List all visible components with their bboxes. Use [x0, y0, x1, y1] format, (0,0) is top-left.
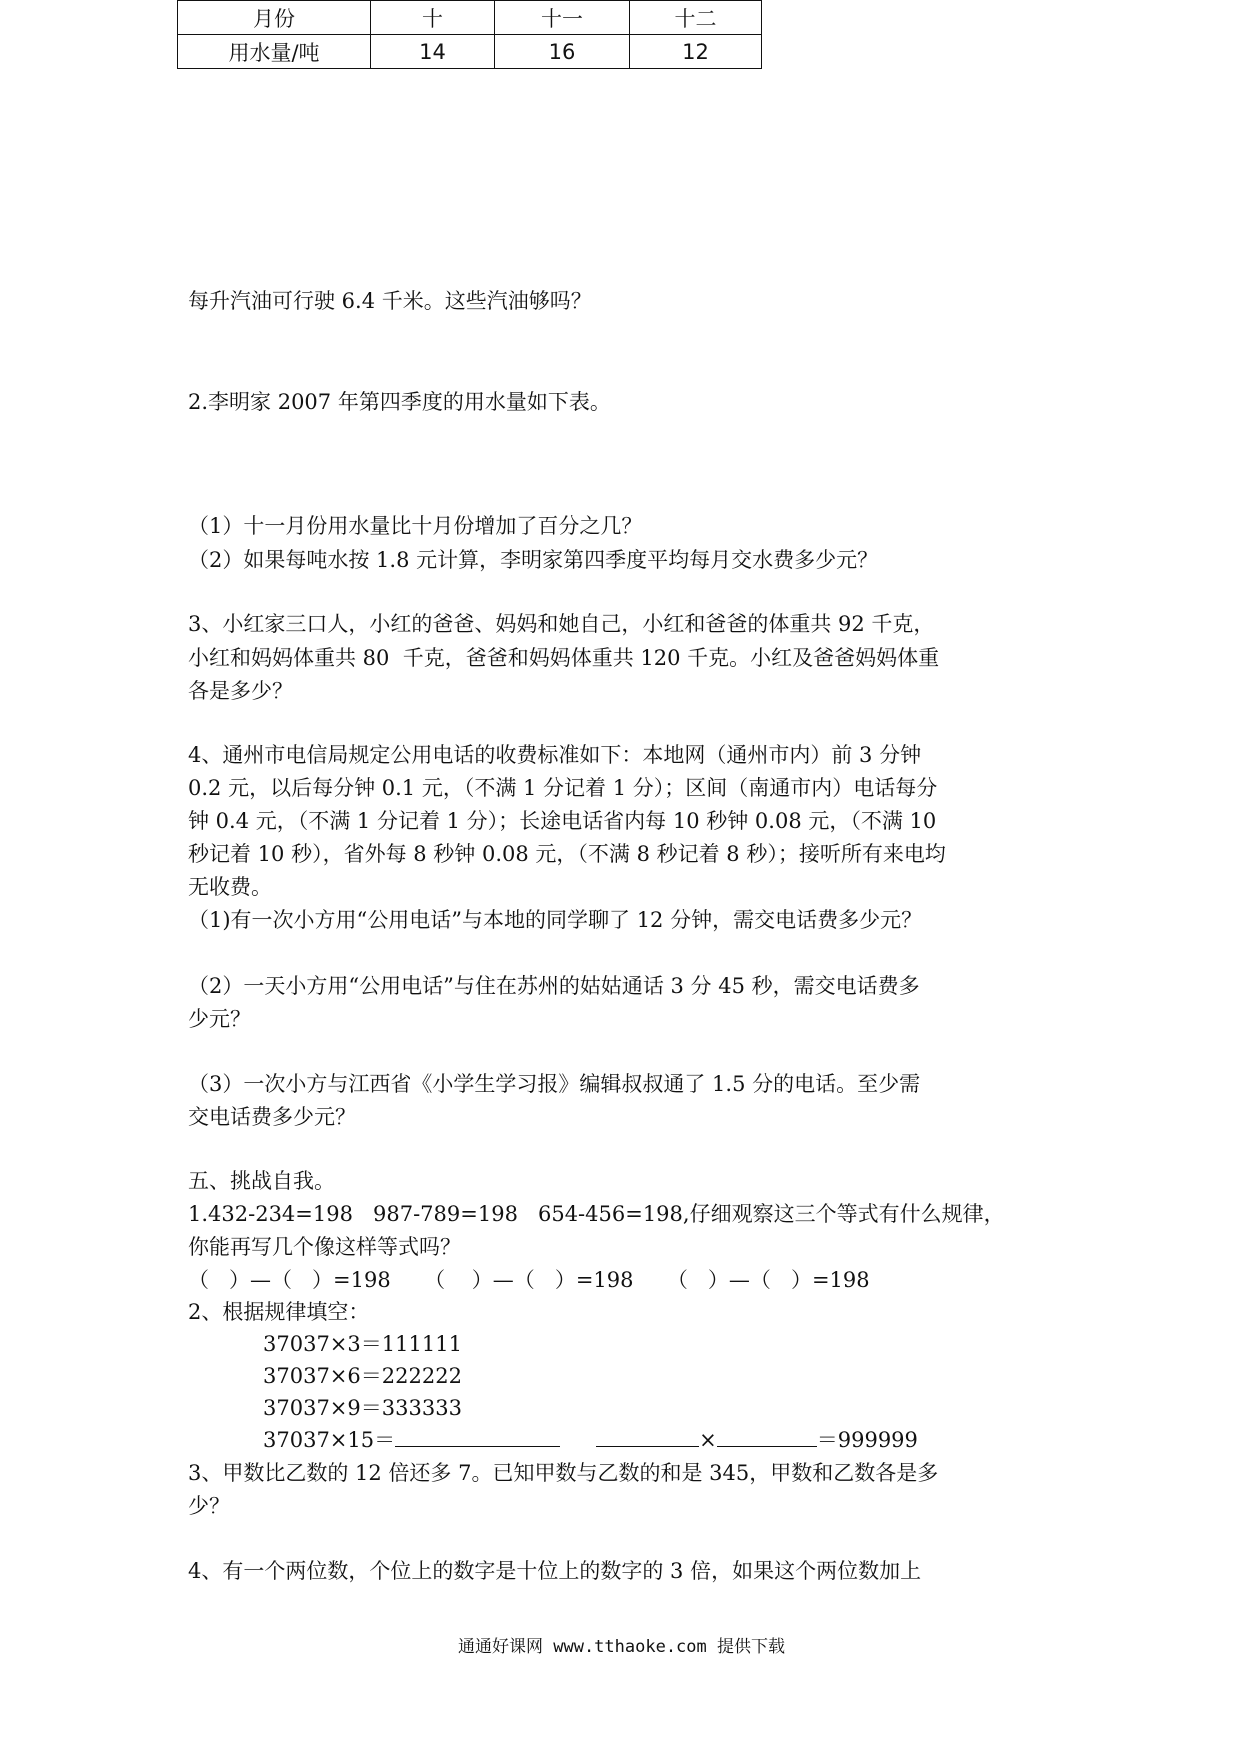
s5-q3-line-1: 3、甲数比乙数的 12 倍还多 7。已知甲数与乙数的和是 345，甲数和乙数各是多 [188, 1461, 939, 1485]
water-usage-table [177, 0, 762, 69]
s5-q2-title: 2、根据规律填空： [188, 1300, 370, 1324]
q4-part-1: （1)有一次小方用“公用电话”与本地的同学聊了 12 分钟，需交电话费多少元？ [188, 908, 923, 932]
table-cell: 14 [371, 35, 495, 69]
answer-blank-1[interactable] [395, 1424, 560, 1447]
q4-line-2: 0.2 元，以后每分钟 0.1 元，（不满 1 分记着 1 分）；区间（南通市内）电话每分 [188, 776, 938, 800]
s5-q1-line-2: 你能再写几个像这样等式吗？ [188, 1235, 461, 1259]
table-cell: 十 [371, 1, 495, 35]
table-row [178, 35, 762, 69]
q4-line-4: 秒记着 10 秒），省外每 8 秒钟 0.08 元，（不满 8 秒记着 8 秒）；接听所有来电均 [188, 842, 946, 866]
s5-q1-line-1: 1.432-234=198 987-789=198 654-456=198,仔细观察这三个等式有什么规律， [188, 1202, 1005, 1226]
table-header-row [178, 1, 762, 35]
answer-blank-2[interactable] [596, 1424, 699, 1447]
table-cell: 十一 [495, 1, 630, 35]
equation-1: 37037×3＝111111 [263, 1332, 462, 1356]
q3-line-2: 小红和妈妈体重共 80 千克，爸爸和妈妈体重共 120 千克。小红及爸爸妈妈体重 [188, 646, 940, 670]
equation-4 [263, 1424, 918, 1456]
section-5-title: 五、挑战自我。 [188, 1169, 335, 1193]
q2-title: 2.李明家 2007 年第四季度的用水量如下表。 [188, 390, 611, 414]
q4-part-2-line-2: 少元？ [188, 1007, 251, 1031]
s5-q4-line-1: 4、有一个两位数，个位上的数字是十位上的数字的 3 倍，如果这个两位数加上 [188, 1559, 922, 1583]
s5-q1-blanks: （ ）—（ ）=198 （ ）—（ ）=198 （ ）—（ ）=198 [188, 1268, 870, 1292]
q4-line-5: 无收费。 [188, 875, 272, 899]
footer-credit: 通通好课网 www.tthaoke.com 提供下载 [458, 1637, 785, 1657]
q2-part-2: （2）如果每吨水按 1.8 元计算，李明家第四季度平均每月交水费多少元？ [188, 548, 879, 572]
table-cell: 16 [495, 35, 630, 69]
q4-part-2-line-1: （2）一天小方用“公用电话”与住在苏州的姑姑通话 3 分 45 秒，需交电话费多 [188, 974, 920, 998]
gas-question-line: 每升汽油可行驶 6.4 千米。这些汽油够吗？ [188, 289, 592, 313]
table-cell: 月份 [178, 1, 371, 35]
q4-line-1: 4、通州市电信局规定公用电话的收费标准如下：本地网（通州市内）前 3 分钟 [188, 743, 922, 767]
times-sign: × [699, 1428, 717, 1452]
equation-4-prefix: 37037×15＝ [263, 1428, 396, 1452]
q3-line-1: 3、小红家三口人，小红的爸爸、妈妈和她自己，小红和爸爸的体重共 92 千克， [188, 612, 935, 636]
answer-blank-3[interactable] [717, 1424, 817, 1447]
table-cell: 用水量/吨 [178, 35, 371, 69]
equation-3: 37037×9＝333333 [263, 1396, 462, 1420]
table-cell: 12 [630, 35, 762, 69]
s5-q3-line-2: 少？ [188, 1494, 230, 1518]
q3-line-3: 各是多少？ [188, 679, 293, 703]
q4-part-3-line-2: 交电话费多少元？ [188, 1105, 356, 1129]
q4-line-3: 钟 0.4 元，（不满 1 分记着 1 分）；长途电话省内每 10 秒钟 0.08 元，（不满 10 [188, 809, 937, 833]
q2-part-1: （1）十一月份用水量比十月份增加了百分之几？ [188, 514, 643, 538]
q4-part-3-line-1: （3）一次小方与江西省《小学生学习报》编辑叔叔通了 1.5 分的电话。至少需 [188, 1072, 921, 1096]
table-cell: 十二 [630, 1, 762, 35]
equation-4-result: ＝999999 [816, 1428, 918, 1452]
equation-2: 37037×6＝222222 [263, 1364, 462, 1388]
